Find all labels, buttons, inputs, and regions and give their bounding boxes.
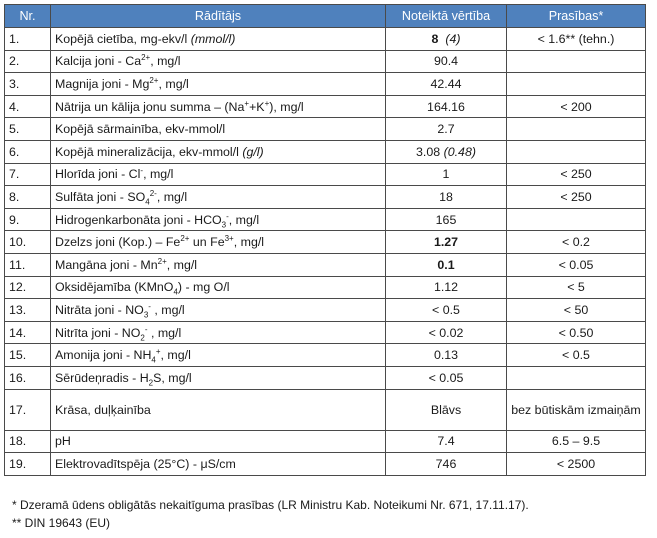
superscript: 2- — [149, 188, 157, 198]
indicator-text: Nitrāta joni - NO — [55, 302, 144, 317]
table-row — [5, 253, 646, 276]
row-number: 6. — [5, 140, 51, 163]
measured-value: 42.44 — [430, 76, 462, 91]
row-requirement: < 50 — [507, 299, 646, 322]
measured-value: Blāvs — [430, 402, 462, 417]
indicator-unit-italic: (mmol/l) — [190, 31, 236, 46]
row-indicator — [51, 321, 386, 344]
row-value — [386, 28, 507, 51]
superscript: 2+ — [149, 75, 159, 85]
row-requirement: < 0.2 — [507, 231, 646, 254]
row-indicator — [51, 186, 386, 209]
row-number: 17. — [5, 389, 51, 430]
row-requirement — [507, 208, 646, 231]
superscript: - — [226, 211, 229, 221]
indicator-text-tail: , mg/l — [158, 76, 189, 91]
row-value — [386, 186, 507, 209]
measured-value: 90.4 — [433, 54, 459, 69]
superscript: + — [244, 98, 250, 108]
row-indicator — [51, 453, 386, 476]
measured-value: 18 — [439, 189, 453, 204]
table-row — [5, 344, 646, 367]
indicator-text: Sērūdeņradis - H — [55, 370, 149, 385]
header-requirement: Prasības* — [507, 5, 646, 28]
measured-value: 7.4 — [437, 434, 455, 449]
row-indicator — [51, 231, 386, 254]
measured-value: 1.27 — [433, 235, 459, 250]
row-requirement: < 1.6** (tehn.) — [507, 28, 646, 51]
row-indicator — [51, 253, 386, 276]
table-row — [5, 299, 646, 322]
row-number: 7. — [5, 163, 51, 186]
table-row — [5, 95, 646, 118]
indicator-unit-italic: (g/l) — [242, 144, 264, 159]
superscript: 3+ — [224, 234, 234, 244]
indicator-text: Krāsa, duļķainība — [55, 402, 151, 417]
row-requirement: bez būtiskām izmaiņām — [507, 389, 646, 430]
row-number: 14. — [5, 321, 51, 344]
row-indicator — [51, 140, 386, 163]
row-requirement: < 250 — [507, 186, 646, 209]
superscript: 2+ — [157, 256, 167, 266]
indicator-text: Kopējā sārmainība, ekv-mmol/l — [55, 122, 226, 137]
row-requirement: < 5 — [507, 276, 646, 299]
measured-value-alt: (4) — [445, 31, 461, 46]
header-value: Noteiktā vērtība — [386, 5, 507, 28]
indicator-text: pH — [55, 434, 71, 449]
table-body — [5, 28, 646, 476]
header-nr: Nr. — [5, 5, 51, 28]
measured-value: 164.16 — [427, 99, 465, 114]
measured-value: < 0.05 — [428, 370, 464, 385]
table-row — [5, 208, 646, 231]
row-requirement: < 2500 — [507, 453, 646, 476]
measured-value: 165 — [435, 212, 457, 227]
row-requirement: < 0.05 — [507, 253, 646, 276]
measured-value: 746 — [435, 456, 457, 471]
row-number: 16. — [5, 366, 51, 389]
row-indicator — [51, 389, 386, 430]
row-value — [386, 163, 507, 186]
row-requirement: < 250 — [507, 163, 646, 186]
row-value — [386, 321, 507, 344]
measured-value: 2.7 — [437, 122, 455, 137]
indicator-text: Oksidējamība (KMnO — [55, 280, 174, 295]
row-number: 15. — [5, 344, 51, 367]
row-indicator — [51, 118, 386, 141]
row-value — [386, 253, 507, 276]
subscript: 4 — [151, 355, 156, 365]
indicator-text: Kopējā cietība, mg-ekv/l — [55, 31, 191, 46]
indicator-text-tail: ) - mg O/l — [177, 280, 230, 295]
row-requirement: < 0.5 — [507, 344, 646, 367]
row-number: 12. — [5, 276, 51, 299]
table-row — [5, 73, 646, 96]
superscript: + — [264, 98, 270, 108]
row-requirement — [507, 50, 646, 73]
indicator-text-tail: , mg/l — [233, 235, 265, 250]
row-number: 13. — [5, 299, 51, 322]
row-value — [386, 430, 507, 453]
row-indicator — [51, 430, 386, 453]
table-row — [5, 321, 646, 344]
indicator-text-tail: , mg/l — [156, 189, 188, 204]
superscript: + — [155, 346, 161, 356]
indicator-text: Kalcija joni - Ca — [55, 54, 142, 69]
measured-value: 3.08 — [416, 144, 441, 159]
row-value — [386, 140, 507, 163]
table-row — [5, 186, 646, 209]
row-number: 18. — [5, 430, 51, 453]
table-row — [5, 366, 646, 389]
table-row — [5, 118, 646, 141]
row-number: 5. — [5, 118, 51, 141]
row-indicator — [51, 50, 386, 73]
superscript: 2+ — [141, 53, 151, 63]
indicator-text-tail: , mg/l — [147, 325, 182, 340]
indicator-text: Hidrogenkarbonāta joni - HCO — [55, 212, 222, 227]
indicator-text: Dzelzs joni (Kop.) – Fe — [55, 235, 181, 250]
subscript: 2 — [140, 332, 145, 342]
footnote-2: ** DIN 19643 (EU) — [12, 516, 111, 530]
indicator-text: Nitrīta joni - NO — [55, 325, 141, 340]
measured-value: < 0.02 — [428, 325, 464, 340]
row-value — [386, 118, 507, 141]
row-number: 4. — [5, 95, 51, 118]
row-indicator — [51, 73, 386, 96]
row-requirement: 6.5 – 9.5 — [507, 430, 646, 453]
table-row — [5, 140, 646, 163]
row-number: 19. — [5, 453, 51, 476]
superscript: - — [148, 301, 151, 311]
row-number: 11. — [5, 253, 51, 276]
indicator-text: Elektrovadītspēja (25°C) - μS/cm — [55, 456, 236, 471]
subscript: 3 — [221, 220, 227, 230]
indicator-text-tail: , mg/l — [150, 302, 185, 317]
indicator-text-tail: S, mg/l — [153, 370, 192, 385]
row-value — [386, 231, 507, 254]
row-number: 10. — [5, 231, 51, 254]
row-indicator — [51, 95, 386, 118]
measured-value: < 0.5 — [432, 302, 460, 317]
superscript: 2+ — [180, 234, 190, 244]
row-number: 3. — [5, 73, 51, 96]
water-analysis-table — [4, 4, 646, 476]
row-value — [386, 95, 507, 118]
indicator-text: Hlorīda joni - Cl — [55, 167, 141, 182]
indicator-text-tail: , mg/l — [143, 167, 174, 182]
row-value — [386, 73, 507, 96]
row-value — [386, 299, 507, 322]
indicator-text: Magnija joni - Mg — [55, 76, 150, 91]
measured-value-alt: (0.48) — [443, 144, 476, 159]
indicator-text-mid: +K — [249, 99, 265, 114]
indicator-text: Sulfāta joni - SO — [55, 189, 146, 204]
row-value — [386, 344, 507, 367]
row-indicator — [51, 28, 386, 51]
indicator-text-tail: ), mg/l — [269, 99, 304, 114]
indicator-text-tail: , mg/l — [150, 54, 181, 69]
row-number: 2. — [5, 50, 51, 73]
table-row — [5, 50, 646, 73]
subscript: 2 — [148, 378, 154, 388]
table-row — [5, 389, 646, 430]
row-requirement: < 200 — [507, 95, 646, 118]
row-value — [386, 276, 507, 299]
measured-value: 0.1 — [437, 257, 455, 272]
superscript: - — [140, 166, 144, 176]
footnotes — [12, 496, 529, 532]
table-row — [5, 430, 646, 453]
row-number: 9. — [5, 208, 51, 231]
row-value — [386, 366, 507, 389]
measured-value: 1 — [442, 167, 450, 182]
row-indicator — [51, 163, 386, 186]
row-value — [386, 50, 507, 73]
indicator-text: Mangāna joni - Mn — [55, 257, 158, 272]
row-indicator — [51, 299, 386, 322]
row-requirement — [507, 140, 646, 163]
row-requirement: < 0.50 — [507, 321, 646, 344]
row-indicator — [51, 366, 386, 389]
subscript: 4 — [173, 287, 178, 297]
row-requirement — [507, 366, 646, 389]
subscript: 4 — [145, 197, 150, 207]
row-value — [386, 389, 507, 430]
indicator-text-mid: un Fe — [189, 235, 225, 250]
indicator-text: Kopējā mineralizācija, ekv-mmol/l — [55, 144, 243, 159]
row-indicator — [51, 344, 386, 367]
table-row — [5, 231, 646, 254]
indicator-text: Nātrija un kālija jonu summa – (Na — [55, 99, 245, 114]
indicator-text-tail: , mg/l — [228, 212, 260, 227]
indicator-text-tail: , mg/l — [160, 348, 191, 363]
row-indicator — [51, 208, 386, 231]
measured-value: 1.12 — [433, 280, 459, 295]
footnote-1: * Dzeramā ūdens obligātās nekaitīguma prasības (LR Ministru Kab. Noteikumi Nr. 671, 17.11.17). — [12, 498, 529, 512]
table-row — [5, 28, 646, 51]
row-requirement — [507, 118, 646, 141]
superscript: - — [144, 324, 148, 334]
row-number: 1. — [5, 28, 51, 51]
table-header-row — [5, 5, 646, 28]
table-row — [5, 453, 646, 476]
row-value — [386, 453, 507, 476]
header-indicator: Rādītājs — [51, 5, 386, 28]
indicator-text-tail: , mg/l — [166, 257, 198, 272]
indicator-text: Amonija joni - NH — [55, 348, 152, 363]
table-row — [5, 163, 646, 186]
row-number: 8. — [5, 186, 51, 209]
table-row — [5, 276, 646, 299]
row-value — [386, 208, 507, 231]
row-requirement — [507, 73, 646, 96]
subscript: 3 — [143, 310, 149, 320]
measured-value: 8 — [431, 31, 439, 46]
row-indicator — [51, 276, 386, 299]
measured-value: 0.13 — [433, 348, 459, 363]
